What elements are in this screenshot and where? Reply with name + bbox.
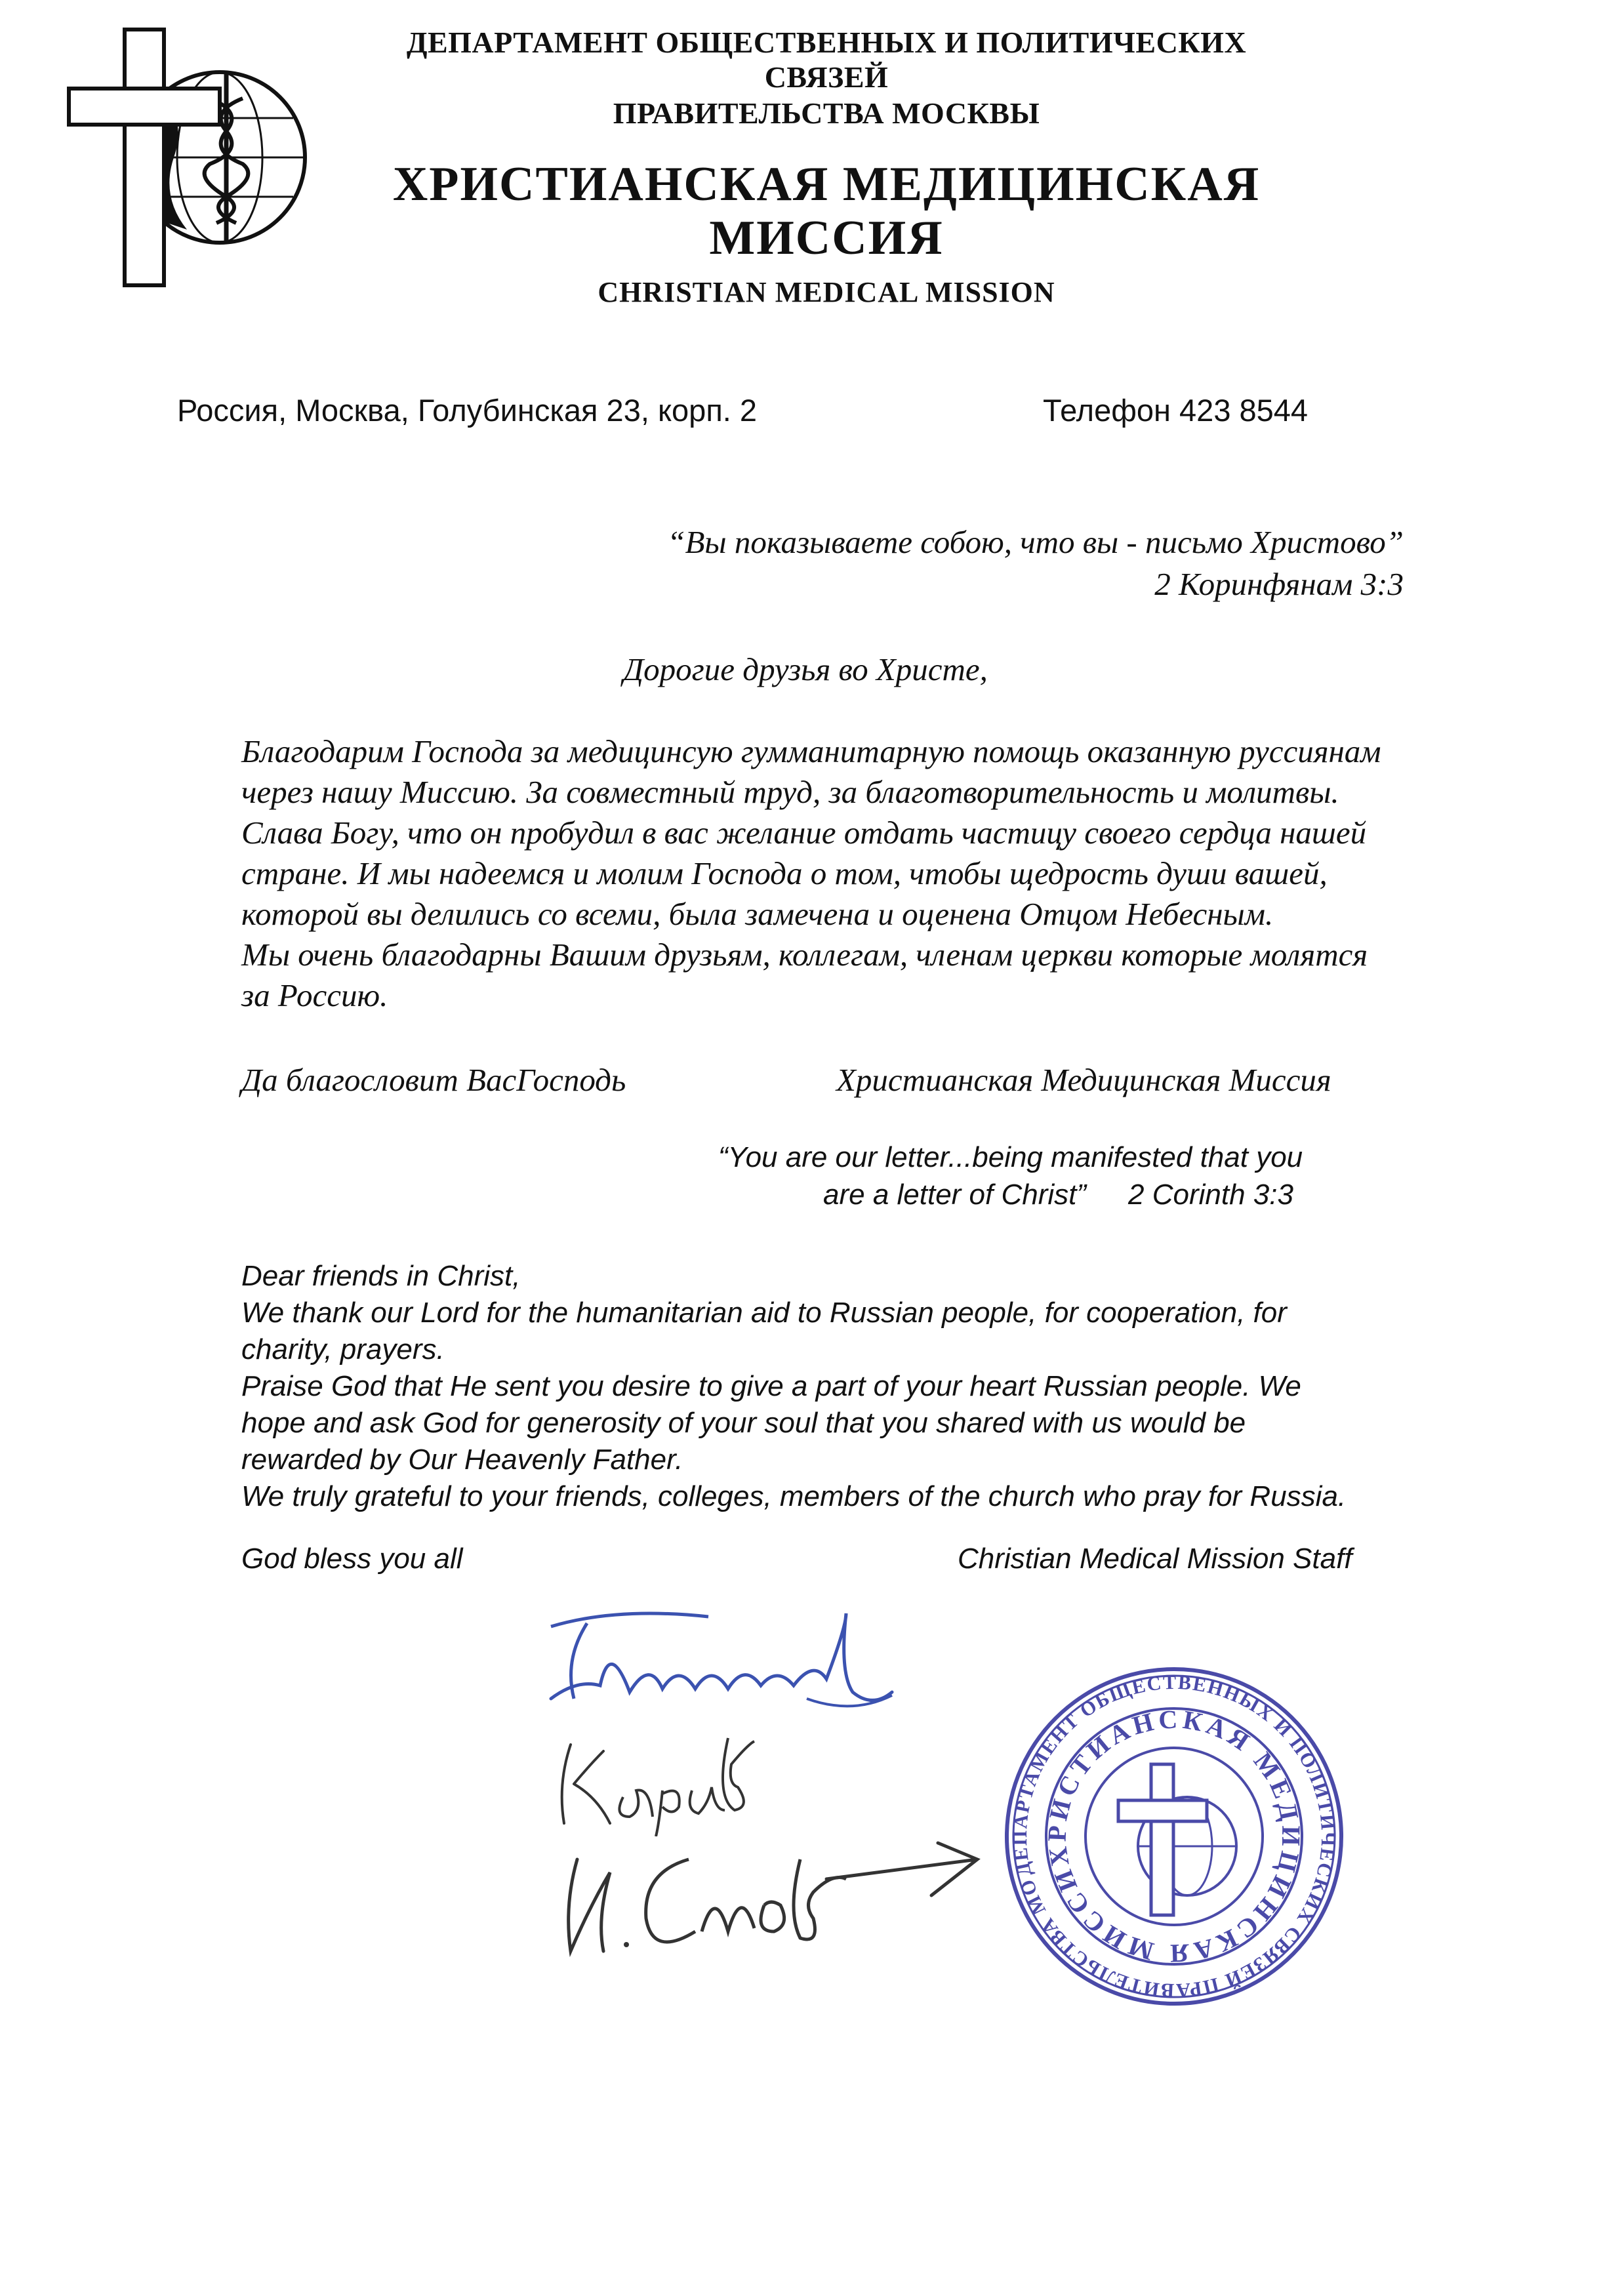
letter-ru-line: через нашу Миссию. За совместный труд, за благотворительность и молитвы. — [241, 774, 1339, 810]
letter-body-ru — [241, 731, 1415, 1016]
stamp-outer-text: ДЕПАРТАМЕНТ ОБЩЕСТВЕННЫХ И ПОЛИТИЧЕСКИХ СВЯЗЕЙ ПРАВИТЕЛЬСТВА МОСКВЫ — [1009, 1671, 1339, 2002]
closing-en-left: God bless you all — [241, 1543, 463, 1575]
letter-ru-line: Благодарим Господа за медицинсую гумманитарную помощь оказанную руссиянам — [241, 733, 1381, 769]
org-name-en: CHRISTIAN MEDICAL MISSION — [598, 276, 1055, 308]
letter-body-en — [241, 1258, 1422, 1515]
epigraph-ru-quote: “Вы показываете собою, что вы - письмо Христово” — [667, 524, 1404, 560]
greeting-en: Dear friends in Christ, — [241, 1260, 521, 1292]
letter-en-line: Praise God that He sent you desire to give a part of your heart Russian people. We — [241, 1370, 1301, 1402]
phone: Телефон 423 8544 — [1043, 393, 1309, 428]
letter-ru-line: Мы очень благодарны Вашим друзьям, коллегам, членам церкви которые молятся — [241, 937, 1368, 973]
stamp-inner-text: ХРИСТИАНСКАЯ МЕДИЦИНСКАЯ МИССИЯ — [1042, 1704, 1307, 1969]
org-name-ru-line2: МИССИЯ — [709, 211, 944, 265]
signature-3 — [538, 1833, 984, 1971]
letter-en-line: rewarded by Our Heavenly Father. — [241, 1444, 683, 1476]
epigraph-ru-reference: 2 Коринфянам 3:3 — [1154, 566, 1404, 602]
letter-en-line: hope and ask God for generosity of your soul that you shared with us would be — [241, 1407, 1246, 1439]
org-name-ru-line1: ХРИСТИАНСКАЯ МЕДИЦИНСКАЯ — [392, 157, 1261, 211]
department-title-line2: ПРАВИТЕЛЬСТВА МОСКВЫ — [613, 96, 1040, 130]
signature-1 — [538, 1600, 905, 1725]
address: Россия, Москва, Голубинская 23, корп. 2 — [177, 393, 758, 428]
letter-ru-line: стране. И мы надеемся и молим Господа о том, чтобы щедрость души вашей, — [241, 855, 1328, 891]
official-stamp — [997, 1659, 1351, 2013]
letter-en-line: We thank our Lord for the humanitarian aid to Russian people, for cooperation, for — [241, 1297, 1287, 1329]
stamp-emblem-icon — [1118, 1764, 1236, 1915]
department-title-line1: ДЕПАРТАМЕНТ ОБЩЕСТВЕННЫХ И ПОЛИТИЧЕСКИХ СВЯЗЕЙ — [406, 26, 1247, 94]
closing-ru-left: Да благословит ВасГосподь — [241, 1062, 626, 1098]
epigraph-en-line2: are a letter of Christ” — [823, 1179, 1087, 1211]
closing-ru-right: Христианская Медицинская Миссия — [836, 1062, 1331, 1098]
greeting-ru: Дорогие друзья во Христе, — [623, 651, 988, 687]
mission-logo — [62, 26, 325, 289]
epigraph-en-line1: “You are our letter...being manifested that you — [718, 1141, 1303, 1173]
letter-ru-line: Слава Богу, что он пробудил в вас желание отдать частицу своего сердца нашей — [241, 815, 1367, 851]
letter-ru-line: за Россию. — [241, 977, 388, 1013]
letter-en-line: We truly grateful to your friends, colleges, members of the church who pray for Russia. — [241, 1480, 1347, 1512]
epigraph-en-reference: 2 Corinth 3:3 — [1128, 1179, 1293, 1211]
letter-en-line: charity, prayers. — [241, 1333, 445, 1365]
letter-ru-line: которой вы делились со всеми, была замечена и оценена Отцом Небесным. — [241, 896, 1274, 932]
closing-en-right: Christian Medical Mission Staff — [958, 1543, 1352, 1575]
signature-2 — [551, 1725, 761, 1836]
cross-globe-caduceus-icon — [62, 26, 325, 289]
